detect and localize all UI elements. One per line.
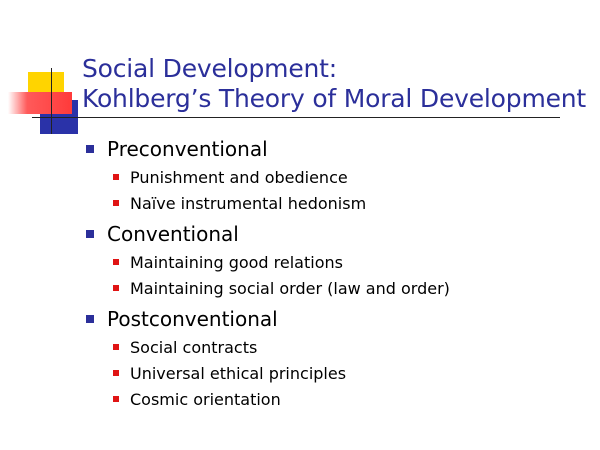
- level1-label: Conventional: [107, 222, 239, 246]
- level2-label: Universal ethical principles: [130, 363, 347, 383]
- vertical-rule: [51, 68, 52, 134]
- level1-bullet: [86, 134, 586, 164]
- level2-label: Maintaining social order (law and order): [130, 278, 450, 298]
- title-line-1: Social Development:: [82, 54, 337, 83]
- square-bullet-icon: [113, 285, 119, 291]
- square-bullet-icon: [113, 370, 119, 376]
- level2-bullet: [113, 249, 586, 275]
- square-bullet-icon: [113, 259, 119, 265]
- square-bullet-icon: [86, 315, 94, 323]
- level2-label: Cosmic orientation: [130, 389, 281, 409]
- square-bullet-icon: [86, 145, 94, 153]
- level1-bullet: [86, 304, 586, 334]
- level2-label: Punishment and obedience: [130, 167, 348, 187]
- bullet-group: [86, 219, 586, 301]
- level2-bullet: [113, 164, 586, 190]
- level2-label: Social contracts: [130, 337, 258, 357]
- sub-bullet-list: [113, 334, 586, 412]
- level2-label: Maintaining good relations: [130, 252, 343, 272]
- level2-bullet: [113, 275, 586, 301]
- red-gradient-bar-decoration: [8, 92, 72, 114]
- square-bullet-icon: [86, 230, 94, 238]
- level2-label: Naïve instrumental hedonism: [130, 193, 367, 213]
- slide-title: [82, 54, 586, 114]
- square-bullet-icon: [113, 344, 119, 350]
- level2-bullet: [113, 334, 586, 360]
- square-bullet-icon: [113, 200, 119, 206]
- level1-label: Postconventional: [107, 307, 278, 331]
- bullet-group: [86, 304, 586, 412]
- bullet-group: [86, 134, 586, 216]
- title-line-2: Kohlberg’s Theory of Moral Development: [82, 84, 587, 113]
- sub-bullet-list: [113, 249, 586, 301]
- level1-label: Preconventional: [107, 137, 268, 161]
- bullet-list: [86, 134, 586, 415]
- level1-bullet: [86, 219, 586, 249]
- level2-bullet: [113, 386, 586, 412]
- level2-bullet: [113, 190, 586, 216]
- square-bullet-icon: [113, 396, 119, 402]
- square-bullet-icon: [113, 174, 119, 180]
- sub-bullet-list: [113, 164, 586, 216]
- level2-bullet: [113, 360, 586, 386]
- title-underline-rule: [32, 117, 560, 118]
